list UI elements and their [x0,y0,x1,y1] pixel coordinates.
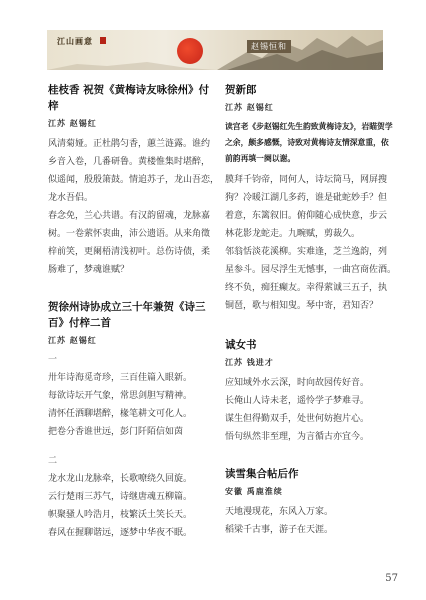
poem-line: 林花影龙蛇走。九畹赋，剪裁久。 [225,229,361,239]
poem-author: 江苏 赵锡红 [48,336,97,345]
poem-author: 安徽 禹鹿淮续 [225,487,283,496]
right-column [225,82,395,539]
poem-line: 长俺山人诗未老，遥怜学子梦难寻。 [225,396,370,406]
poem-line: 似遥闻，殷殷箫鼓。情追苏子，龙山吾恋， [48,175,220,185]
poem-line: 帜聚骚人吟浩月，枝繁沃土笑长天。 [48,510,193,520]
poem-line: 着意，东篱叙旧。俯仰随心成快意，步云 [225,211,388,221]
poem-line: 悟句纵然非至理，为言循古亦宜今。 [225,432,370,442]
poem-line: 谋生但得勤双手，处世何妨抱片心。 [225,414,370,424]
poem-line: 云行楚雨三苏气，诗继唐魂五柳篇。 [48,492,193,502]
poem-line: 龙水龙山龙脉牵，长歌嘹绕久回旋。 [48,474,193,484]
poem-title: 诚女书 [225,339,257,351]
poem-line: 乡音入卷，几番研鲁。黄楼惟集时堪醉， [48,157,211,167]
poem-block [225,466,395,539]
poem-line: 风清菊娅。正杜鹃匀香，蕙兰涟露。谁约 [48,139,211,149]
seal-icon [100,37,106,44]
poem-author: 江苏 赵锡红 [48,119,97,128]
poem-line: 星参斗。园尽浮生无憾事，一曲宫商佐酒。 [225,265,397,275]
poem-title: 贺新郎 [225,84,257,96]
poem-line: 狗？冷暖江湖几多药，谁是砒蛇妙手？但 [225,193,388,203]
poem-line: 把卷分香谁世远，彭门阡陌信如茵 [48,427,184,437]
poem-line: 梓前笑，更阑梧清浅初叶。总伤诗债，柔 [48,247,211,257]
red-sun-icon [177,38,203,64]
poem-line: 应知域外水云深，时向故园传好音。 [225,378,370,388]
header-banner [47,30,383,70]
poem-line: 稻梁千古事，游子在天涯。 [225,525,334,535]
poem-line: 春风在握聊谐远，逐梦中华夜不眠。 [48,528,193,538]
poem-section-number: 二 [48,456,58,466]
poem-block [48,82,220,279]
left-column [48,82,220,542]
page-number: 57 [385,573,398,584]
poem-preface: 读宫老《步赵锡红先生韵致黄梅诗友》，岩瞄贺学之余，颇多感慨，诗致对黄梅诗友情深意重，依前韵再填一阕以谢。 [225,122,393,163]
poem-line: 树。一卷萦怀衷曲，沛公遗语。从来角徵 [48,229,211,239]
poem-line: 邻翁恬淡花溪柳。实难逢，芝兰逸韵，列 [225,247,388,257]
poem-block [225,337,395,446]
poem-block [225,82,395,315]
mountain-painting-icon [47,30,383,70]
poem-author: 江苏 钱进才 [225,358,274,367]
poem-line: 清怀任洒聊堪醉，椽笔耕文可化人。 [48,409,193,419]
banner-brand: 江山画意 [57,36,93,46]
poem-line: 终不负，痴狂癫友。幸得萦诚三五子，执 [225,283,388,293]
poem-title: 读雪集合帖后作 [225,468,299,480]
poem-line: 龙水吾侣。 [48,193,94,203]
poem-title: 贺徐州诗协成立三十年兼贺《诗三百》付梓二首 [48,301,206,329]
poem-line: 春念免，兰心共谱。有汉韵留魂，龙脉嘉 [48,211,211,221]
poem-line: 卅年诗海觅奇珍，三百佳篇入眼新。 [48,373,193,383]
banner-section-label: 赵锡恒和 [247,40,291,53]
poem-line: 天地漫现花，东风入万家。 [225,507,334,517]
poem-author: 江苏 赵锡红 [225,103,274,112]
poem-line: 铜琶，歌与相知叟。琴中寄，君知否？ [225,301,379,311]
poem-title: 桂枝香 祝贺《黄梅诗友咏徐州》付梓 [48,84,210,112]
poem-section-number: 一 [48,355,58,365]
poem-block [48,299,216,542]
poem-line: 肠难了，梦魂谁赋？ [48,265,130,275]
poem-line: 每欲诗坛开气象，常思剑胆写精神。 [48,391,193,401]
poem-line: 膜拜千钧帝，同何人，诗坛筒马，网屏搜 [225,175,388,185]
